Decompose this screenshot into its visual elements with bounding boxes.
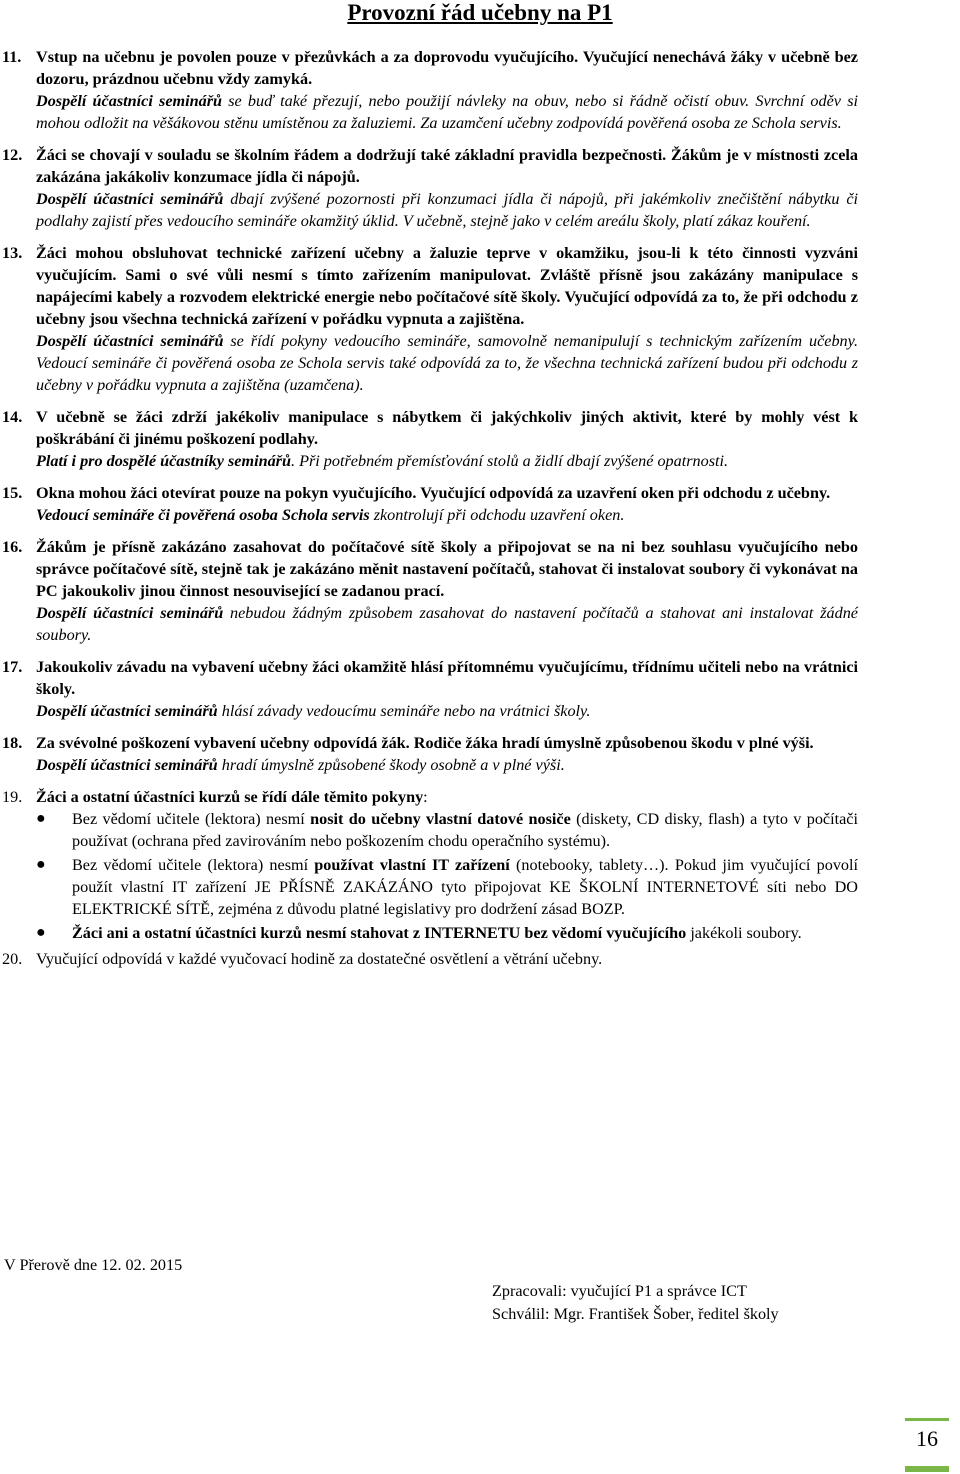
rule-adult-lead: Dospělí účastníci seminářů (36, 756, 218, 774)
rule-item (0, 656, 858, 722)
bullet-bold-text: Žáci ani a ostatní účastníci kurzů nesmí stahovat z INTERNETU bez vědomí vyučujícího (72, 924, 687, 942)
prepared-by: Zpracovali: vyučující P1 a správce ICT (492, 1282, 747, 1300)
page-number-box (905, 1418, 949, 1472)
list-item (36, 922, 858, 944)
rule-adult-text: zkontrolují při odchodu uzavření oken. (369, 506, 625, 524)
rules-content (0, 46, 960, 980)
rule-item-20 (0, 948, 858, 970)
rule-number: 16. (2, 538, 23, 556)
bullet-text-end: (notebooky, tablety…). Pokud jim vyučující povolí použít vlastní IT zařízení JE PŘÍSNĚ ZAKÁZÁNO tyto připojovat KE ŠKOLNÍ INTERNETOVÉ síti nebo DO ELEKTRICKÉ SÍTĚ, zejména z důvodu platné legislativy pro dodržení zásad BOZP. (72, 856, 859, 918)
bullet-text-start: Bez vědomí učitele (lektora) nesmí (72, 856, 315, 874)
rule-student-text: Žákům je přísně zakázáno zasahovat do počítačové sítě školy a připojovat se na ni bez souhlasu vyučujícího nebo správce počítačové sítě, stejně tak je zakázáno měnit nastavení počítačů, stahovat či instalovat soubory či vykonávat na PC jakoukoliv jinou činnost nesouvisející se zadanou prací. (36, 538, 858, 600)
rule-number: 17. (2, 658, 23, 676)
rule-student-text: Jakoukoliv závadu na vybavení učebny žáci okamžitě hlásí přítomnému vyučujícímu, třídnímu učiteli nebo na vrátnici školy. (36, 658, 858, 698)
rule-number: 18. (2, 734, 23, 752)
rule-item (0, 46, 858, 134)
signature-block (492, 1280, 779, 1326)
page-number-bottom-bar (905, 1466, 949, 1472)
rule-student-text: Za svévolné poškození vybavení učebny odpovídá žák. Rodiče žáka hradí úmyslně způsobenou škodu v plné výši. (36, 734, 814, 752)
rule-number: 11. (2, 48, 22, 66)
rule-student-text: V učebně se žáci zdrží jakékoliv manipulace s nábytkem či jakýchkoliv jiných aktivit, které by mohly vést k poškrábání či jinému poškození podlahy. (36, 408, 858, 448)
bullet-icon: ● (36, 856, 46, 873)
rule-item (0, 144, 858, 232)
rule-19-colon: : (423, 788, 428, 806)
page-number: 16 (916, 1426, 938, 1451)
bullet-text-end: jakékoli soubory. (686, 924, 802, 942)
rule-item (0, 242, 858, 396)
bullet-text-start: Bez vědomí učitele (lektora) nesmí (72, 810, 311, 828)
title-text: Provozní řád učebny na P1 (347, 0, 613, 25)
page-number-top-rule (905, 1418, 949, 1421)
rule-adult-lead: Platí i pro dospělé účastníky seminářů (36, 452, 291, 470)
rule-item (0, 406, 858, 472)
rule-19-lead: Žáci a ostatní účastníci kurzů se řídí dále těmito pokyny (36, 788, 424, 806)
rule-adult-lead: Dospělí účastníci seminářů (36, 92, 222, 110)
rule-item-19 (0, 786, 858, 944)
bullet-bold-text: nosit do učebny vlastní datové nosiče (310, 810, 571, 828)
rule-adult-text: hradí úmyslně způsobené škody osobně a v plné výši. (217, 756, 565, 774)
rule-20-text: Vyučující odpovídá v každé vyučovací hodině za dostatečné osvětlení a větrání učebny. (36, 950, 603, 968)
rule-adult-text: se buď také přezují, nebo použijí návleky na obuv, nebo si řádně očistí obuv. Svrchní oděv si mohou odložit na věšákovou stěnu umístěnou za žaluziemi. Za uzamčení učebny zodpovídá pověřená osoba ze Schola servis. (36, 92, 858, 132)
rule-adult-text: nebudou žádným způsobem zasahovat do nastavení počítačů a stahovat ani instalovat žádné soubory. (36, 604, 858, 644)
rule-student-text: Vstup na učebnu je povolen pouze v přezůvkách a za doprovodu vyučujícího. Vyučující nenechává žáky v učebně bez dozoru, prázdnou učebnu vždy zamyká. (36, 48, 858, 88)
rule-adult-lead: Dospělí účastníci seminářů (36, 190, 224, 208)
place-date: V Přerově dne 12. 02. 2015 (4, 1256, 183, 1274)
rule-adult-lead: Dospělí účastníci seminářů (36, 604, 224, 622)
bullet-icon: ● (36, 810, 46, 827)
bullet-bold-text: používat vlastní IT zařízení (314, 856, 510, 874)
rule-adult-text: dbají zvýšené pozornosti při konzumaci jídla či nápojů, při jakémkoliv znečištění nábytku či podlahy zajistí přes vedoucího semináře okamžitý úklid. V učebně, stejně jako v celém areálu školy, platí zákaz kouření. (36, 190, 859, 230)
rule-item (0, 482, 858, 526)
rule-number: 13. (2, 244, 23, 262)
rule-adult-text: se řídí pokyny vedoucího semináře, samovolně nemanipulují s technickým zařízením učebny. Vedoucí semináře či pověřená osoba ze Schola servis také odpovídá za to, že všechna technická zařízení budou při odchodu z učebny v pořádku vypnuta a zajištěna (uzamčena). (36, 332, 858, 394)
rule-adult-text: . Při potřebném přemísťování stolů a židlí dbají zvýšené opatrnosti. (290, 452, 729, 470)
rule-adult-lead: Dospělí účastníci seminářů (36, 702, 218, 720)
rule-adult-text: hlásí závady vedoucímu semináře nebo na vrátnici školy. (217, 702, 591, 720)
list-item (36, 808, 858, 852)
bullet-icon: ● (36, 924, 46, 941)
rule-number: 19. (2, 788, 23, 806)
rule-number: 20. (2, 950, 23, 968)
rule-number: 12. (2, 146, 23, 164)
rule-number: 14. (2, 408, 23, 426)
list-item (36, 854, 858, 920)
rule-student-text: Okna mohou žáci otevírat pouze na pokyn vyučujícího. Vyučující odpovídá za uzavření oken při odchodu z učebny. (36, 484, 831, 502)
rule-item (0, 536, 858, 646)
rule-student-text: Žáci mohou obsluhovat technické zařízení učebny a žaluzie teprve v okamžiku, jsou-li k této činnosti vyzváni vyučujícím. Sami o své vůli nesmí s tímto zařízením manipulovat. Zvláště přísně jsou zakázány manipulace s napájecími kabely a rozvodem elektrické energie nebo počítačové sítě školy. Vyučující odpovídá za to, že při odchodu z učebny jsou všechna technická zařízení v pořádku vypnuta a zajištěna. (36, 244, 858, 328)
rule-19-bullet-list (36, 808, 858, 944)
approved-by: Schválil: Mgr. František Šober, ředitel školy (492, 1305, 779, 1323)
bullet-text-end: (diskety, CD disky, flash) a tyto v počítači používat (ochrana před zavirováním nebo poškozením chodu operačního systému). (72, 810, 858, 850)
rule-item (0, 732, 858, 776)
rule-student-text: Žáci se chovají v souladu se školním řádem a dodržují také základní pravidla bezpečnosti. Žákům je v místnosti zcela zakázána jakákoliv konzumace jídla či nápojů. (36, 146, 858, 186)
page-title (0, 0, 960, 26)
rule-number: 15. (2, 484, 23, 502)
rule-adult-lead: Vedoucí semináře či pověřená osoba Schola servis (36, 506, 370, 524)
rule-adult-lead: Dospělí účastníci seminářů (36, 332, 224, 350)
